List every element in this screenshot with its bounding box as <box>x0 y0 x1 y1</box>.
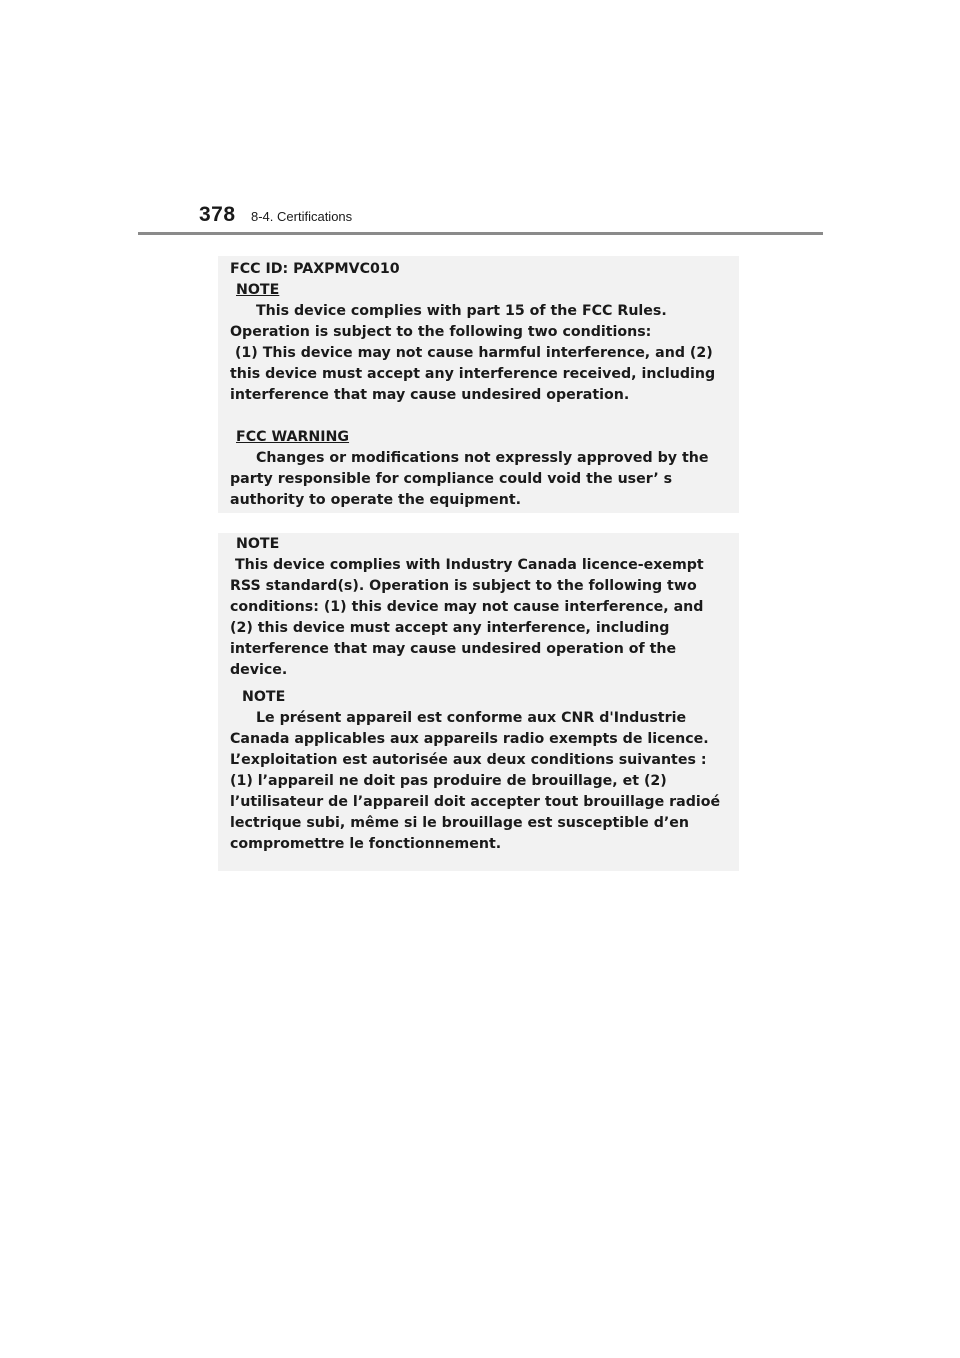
page-header <box>199 203 839 235</box>
note-line-en: interference that may cause undesired operation of the <box>230 641 677 657</box>
warning-line: party responsible for compliance could void the user’ s <box>230 471 673 487</box>
header-divider <box>138 232 823 235</box>
fcc-notice-block <box>218 256 739 513</box>
note-line: interference that may cause undesired operation. <box>230 387 630 403</box>
note-heading-fr: NOTE <box>242 689 286 705</box>
warning-line: Changes or modifications not expressly approved by the <box>256 450 709 466</box>
note-heading: NOTE <box>236 282 280 298</box>
note-line: (1) This device may not cause harmful interference, and (2) <box>230 345 713 361</box>
note-line-en: conditions: (1) this device may not cause interference, and <box>230 599 704 615</box>
section-title: 8-4. Certifications <box>251 209 353 224</box>
fcc-id: FCC ID: PAXPMVC010 <box>230 261 400 277</box>
note-line-fr: (1) l’appareil ne doit pas produire de brouillage, et (2) <box>230 773 667 789</box>
note-line: This device complies with part 15 of the FCC Rules. <box>256 303 667 319</box>
note-line-fr: Canada applicables aux appareils radio exempts de licence. <box>230 731 709 747</box>
note-line-en: This device complies with Industry Canada licence-exempt <box>230 557 704 573</box>
note-line-fr: lectrique subi, même si le brouillage est susceptible d’en <box>230 815 690 831</box>
note-line-en: (2) this device must accept any interference, including <box>230 620 670 636</box>
note-line: Operation is subject to the following two conditions: <box>230 324 652 340</box>
warning-line: authority to operate the equipment. <box>230 492 522 508</box>
note-line-fr: l’utilisateur de l’appareil doit accepter tout brouillage radioé <box>230 794 721 810</box>
canada-notice-block <box>218 533 739 871</box>
note-line-en: device. <box>230 662 288 678</box>
note-line-en: RSS standard(s). Operation is subject to the following two <box>230 578 697 594</box>
note-line: this device must accept any interference received, including <box>230 366 716 382</box>
fcc-warning-heading: FCC WARNING <box>236 429 350 445</box>
note-line-fr: compromettre le fonctionnement. <box>230 836 502 852</box>
note-line-fr: L’exploitation est autorisée aux deux conditions suivantes : <box>230 752 707 768</box>
note-heading-en: NOTE <box>236 536 280 552</box>
page-number: 378 <box>199 203 236 226</box>
note-line-fr: Le présent appareil est conforme aux CNR d'Industrie <box>256 710 687 726</box>
